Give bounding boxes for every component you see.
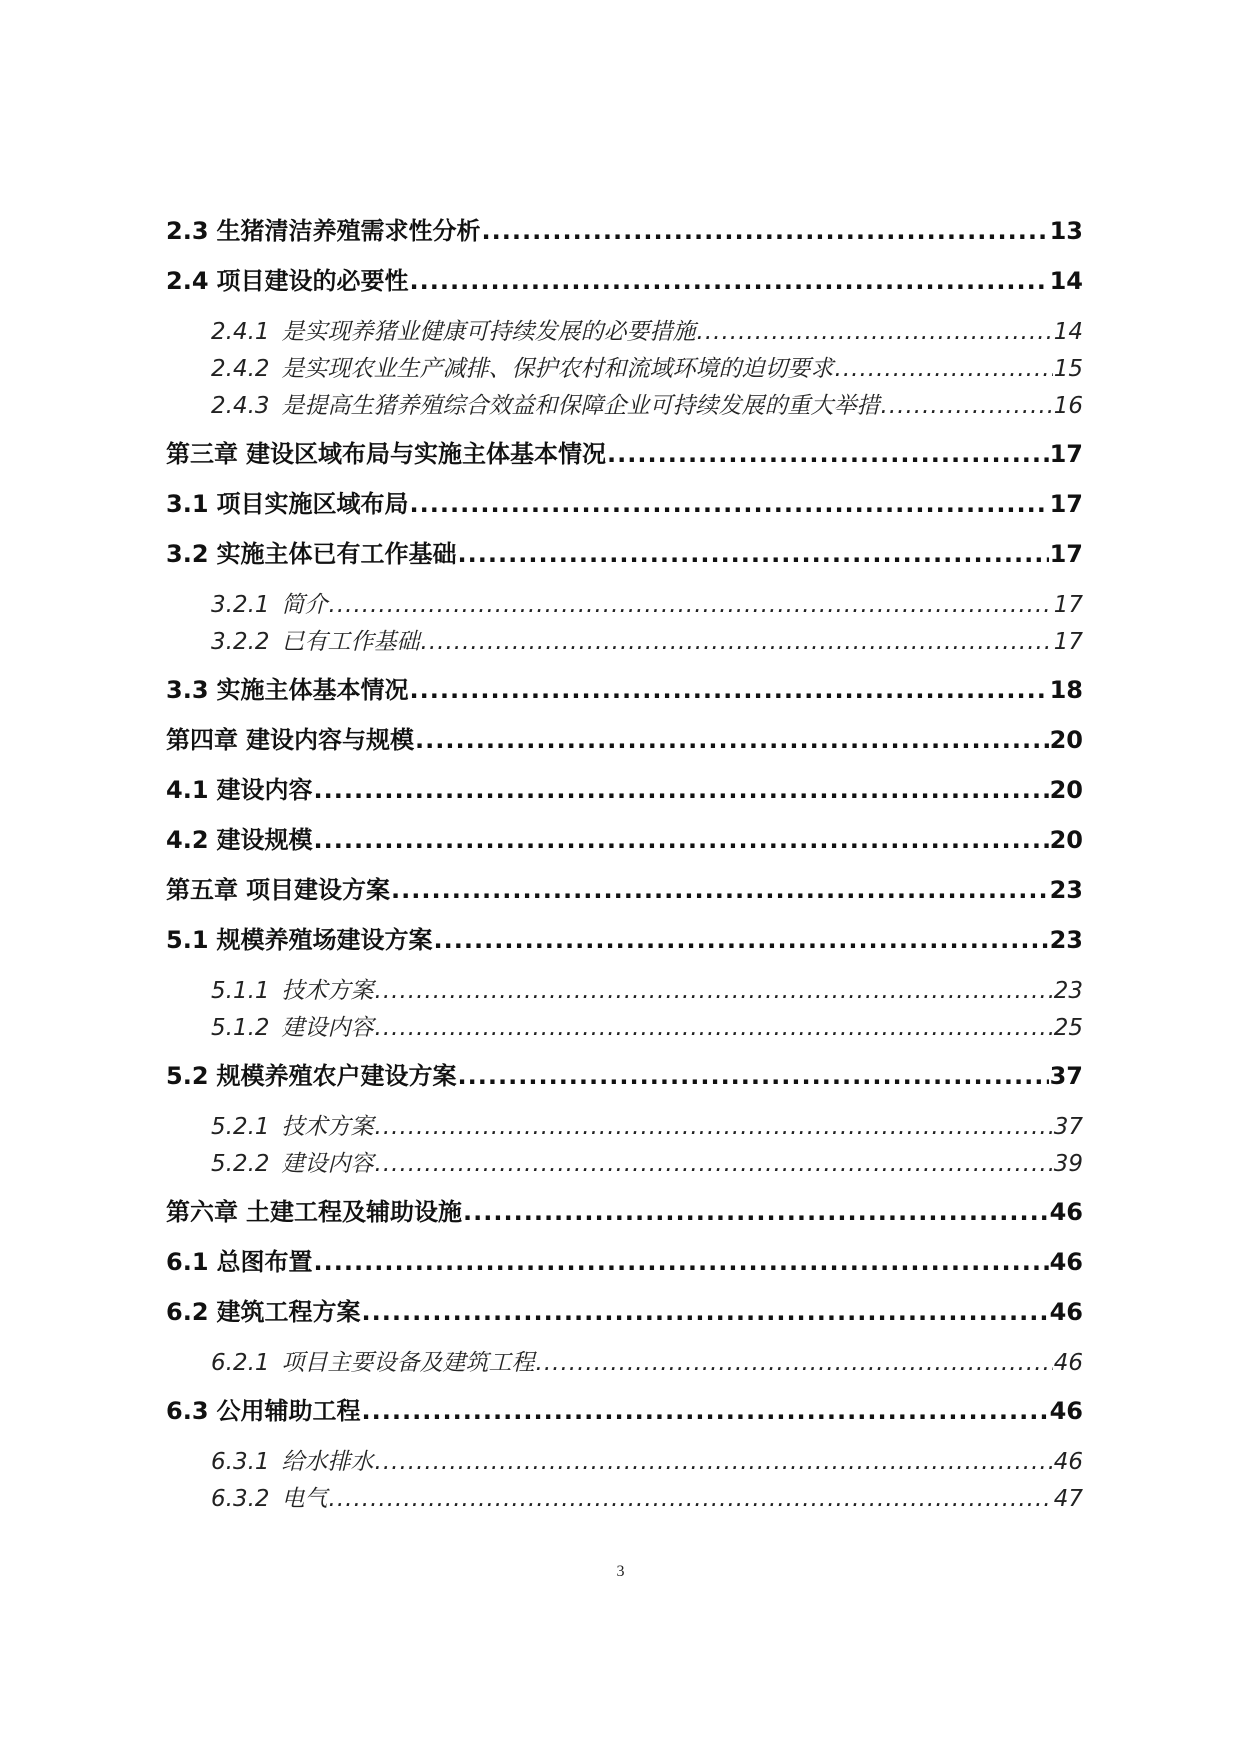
toc-entry-title xyxy=(166,439,606,470)
dot-leader xyxy=(415,725,1049,756)
toc-entry[interactable] xyxy=(166,266,1083,297)
toc-entry-page: 47 xyxy=(1053,1486,1083,1512)
toc-entry-title xyxy=(211,1111,374,1143)
toc-entry-title xyxy=(211,626,420,658)
toc-entry-number: 6.3 xyxy=(166,1397,209,1425)
toc-entry-number: 5.2 xyxy=(166,1062,209,1090)
toc-entry-page: 20 xyxy=(1049,826,1083,854)
toc-subentry[interactable] xyxy=(211,353,1083,385)
toc-entry-title xyxy=(166,775,313,806)
toc-entry-title xyxy=(166,1247,313,1278)
toc-subentry[interactable] xyxy=(211,975,1083,1007)
toc-entry[interactable] xyxy=(166,725,1083,756)
toc-entry-number: 第四章 xyxy=(166,726,238,754)
toc-entry-page: 37 xyxy=(1053,1114,1083,1140)
toc-entry-title xyxy=(166,1061,457,1092)
toc-entry-text: 公用辅助工程 xyxy=(216,1397,361,1425)
toc-entry[interactable] xyxy=(166,875,1083,906)
dot-leader xyxy=(410,266,1049,297)
toc-subentry[interactable] xyxy=(211,1111,1083,1143)
toc-entry-text: 已有工作基础 xyxy=(281,629,420,655)
dot-leader xyxy=(536,1347,1053,1379)
toc-entry-number: 3.2 xyxy=(166,540,209,568)
toc-entry-text: 规模养殖场建设方案 xyxy=(216,926,433,954)
toc-entry-number: 2.4.1 xyxy=(211,319,270,345)
toc-entry-title xyxy=(166,1197,462,1228)
dot-leader xyxy=(314,825,1049,856)
toc-entry-number: 6.3.1 xyxy=(211,1449,270,1475)
dot-leader xyxy=(375,1446,1053,1478)
toc-entry-page: 46 xyxy=(1049,1248,1083,1276)
toc-entry-title xyxy=(166,725,414,756)
toc-subentry[interactable] xyxy=(211,1446,1083,1478)
toc-entry-text: 建设规模 xyxy=(216,826,313,854)
toc-entry-text: 是实现养猪业健康可持续发展的必要措施 xyxy=(281,319,696,345)
dot-leader xyxy=(697,316,1053,348)
toc-entry-title xyxy=(211,1483,328,1515)
toc-subentry[interactable] xyxy=(211,316,1083,348)
toc-entry-page: 17 xyxy=(1049,540,1083,568)
toc-entry-number: 5.1.2 xyxy=(211,1015,270,1041)
toc-entry-text: 给水排水 xyxy=(281,1449,374,1475)
dot-leader xyxy=(607,439,1049,470)
toc-entry-title xyxy=(211,390,880,422)
toc-entry-title xyxy=(211,316,696,348)
toc-entry-title xyxy=(211,589,328,621)
toc-entry[interactable] xyxy=(166,675,1083,706)
toc-entry-page: 17 xyxy=(1053,629,1083,655)
toc-entry-text: 建设区域布局与实施主体基本情况 xyxy=(246,440,606,468)
toc-entry-page: 46 xyxy=(1053,1449,1083,1475)
dot-leader xyxy=(329,589,1053,621)
toc-entry-text: 实施主体基本情况 xyxy=(216,676,409,704)
toc-entry-page: 46 xyxy=(1049,1397,1083,1425)
toc-entry-number: 6.2 xyxy=(166,1298,209,1326)
toc-entry-page: 17 xyxy=(1049,490,1083,518)
toc-entry-page: 46 xyxy=(1049,1198,1083,1226)
toc-subentry[interactable] xyxy=(211,589,1083,621)
toc-entry-number: 2.3 xyxy=(166,217,209,245)
toc-entry-number: 3.1 xyxy=(166,490,209,518)
toc-entry-page: 16 xyxy=(1053,393,1083,419)
toc-entry-number: 4.1 xyxy=(166,776,209,804)
toc-entry-number: 第六章 xyxy=(166,1198,238,1226)
dot-leader xyxy=(835,353,1053,385)
toc-entry-text: 建设内容 xyxy=(281,1015,374,1041)
toc-entry-page: 17 xyxy=(1049,440,1083,468)
toc-entry-title xyxy=(211,353,834,385)
toc-entry[interactable] xyxy=(166,925,1083,956)
toc-entry-number: 5.2.2 xyxy=(211,1151,270,1177)
toc-entry-title xyxy=(166,1297,361,1328)
toc-entry[interactable] xyxy=(166,1297,1083,1328)
toc-entry-page: 14 xyxy=(1053,319,1083,345)
toc-entry-number: 第三章 xyxy=(166,440,238,468)
toc-entry-number: 5.1.1 xyxy=(211,978,270,1004)
toc-entry-title xyxy=(166,216,481,247)
toc-entry-page: 25 xyxy=(1053,1015,1083,1041)
dot-leader xyxy=(329,1483,1053,1515)
toc-entry-number: 第五章 xyxy=(166,876,238,904)
toc-entry-title xyxy=(166,875,390,906)
toc-entry-text: 项目主要设备及建筑工程 xyxy=(281,1350,535,1376)
toc-entry-page: 37 xyxy=(1049,1062,1083,1090)
toc-subentry[interactable] xyxy=(211,1347,1083,1379)
toc-entry-number: 3.3 xyxy=(166,676,209,704)
dot-leader xyxy=(314,775,1049,806)
toc-entry-number: 5.1 xyxy=(166,926,209,954)
toc-subentry[interactable] xyxy=(211,626,1083,658)
toc-entry-title xyxy=(211,975,374,1007)
toc-entry-text: 生猪清洁养殖需求性分析 xyxy=(216,217,481,245)
toc-entry-page: 14 xyxy=(1049,267,1083,295)
toc-entry-page: 20 xyxy=(1049,726,1083,754)
toc-entry-page: 46 xyxy=(1053,1350,1083,1376)
toc-entry-title xyxy=(166,1396,361,1427)
toc-entry-number: 2.4.2 xyxy=(211,356,270,382)
toc-entry-text: 规模养殖农户建设方案 xyxy=(216,1062,457,1090)
toc-entry-page: 46 xyxy=(1049,1298,1083,1326)
toc-subentry[interactable] xyxy=(211,1012,1083,1044)
toc-entry-title xyxy=(166,489,409,520)
toc-entry-page: 17 xyxy=(1053,592,1083,618)
dot-leader xyxy=(421,626,1053,658)
dot-leader xyxy=(375,975,1053,1007)
dot-leader xyxy=(482,216,1049,247)
toc-entry-number: 6.3.2 xyxy=(211,1486,270,1512)
toc-entry-number: 2.4 xyxy=(166,267,209,295)
toc-entry-text: 总图布置 xyxy=(216,1248,313,1276)
toc-entry-text: 电气 xyxy=(281,1486,328,1512)
toc-entry-title xyxy=(166,925,433,956)
toc-entry-title xyxy=(166,675,409,706)
toc-entry-page: 18 xyxy=(1049,676,1083,704)
toc-entry[interactable] xyxy=(166,539,1083,570)
toc-subentry[interactable] xyxy=(211,1148,1083,1180)
toc-entry[interactable] xyxy=(166,1396,1083,1427)
dot-leader xyxy=(410,675,1049,706)
toc-subentry[interactable] xyxy=(211,1483,1083,1515)
toc-entry[interactable] xyxy=(166,489,1083,520)
toc-entry-title xyxy=(211,1446,374,1478)
dot-leader xyxy=(881,390,1053,422)
dot-leader xyxy=(314,1247,1049,1278)
toc-entry-number: 3.2.2 xyxy=(211,629,270,655)
dot-leader xyxy=(362,1396,1049,1427)
dot-leader xyxy=(434,925,1049,956)
toc-entry-text: 建设内容 xyxy=(216,776,313,804)
toc-entry[interactable] xyxy=(166,439,1083,470)
toc-entry-text: 建设内容与规模 xyxy=(246,726,414,754)
toc-entry-number: 6.1 xyxy=(166,1248,209,1276)
toc-entry[interactable] xyxy=(166,1197,1083,1228)
toc-entry-text: 是提高生猪养殖综合效益和保障企业可持续发展的重大举措 xyxy=(281,393,880,419)
toc-entry-text: 项目建设的必要性 xyxy=(216,267,409,295)
toc-entry[interactable] xyxy=(166,1247,1083,1278)
toc-entry-title xyxy=(166,266,409,297)
toc-entry-text: 简介 xyxy=(281,592,328,618)
toc-entry-number: 2.4.3 xyxy=(211,393,270,419)
toc-entry[interactable] xyxy=(166,775,1083,806)
toc-entry-page: 20 xyxy=(1049,776,1083,804)
toc-entry-text: 是实现农业生产减排、保护农村和流域环境的迫切要求 xyxy=(281,356,834,382)
toc-entry[interactable] xyxy=(166,825,1083,856)
toc-subentry[interactable] xyxy=(211,390,1083,422)
table-of-contents xyxy=(166,216,1083,1532)
toc-entry[interactable] xyxy=(166,1061,1083,1092)
dot-leader xyxy=(458,1061,1049,1092)
toc-entry-number: 6.2.1 xyxy=(211,1350,270,1376)
toc-entry-title xyxy=(166,825,313,856)
toc-entry-text: 项目建设方案 xyxy=(246,876,390,904)
toc-entry-page: 23 xyxy=(1049,876,1083,904)
toc-entry-number: 3.2.1 xyxy=(211,592,270,618)
toc-entry-number: 4.2 xyxy=(166,826,209,854)
dot-leader xyxy=(410,489,1049,520)
toc-entry-title xyxy=(211,1347,535,1379)
dot-leader xyxy=(463,1197,1049,1228)
toc-entry-page: 15 xyxy=(1053,356,1083,382)
toc-entry-page: 23 xyxy=(1053,978,1083,1004)
toc-entry-page: 23 xyxy=(1049,926,1083,954)
dot-leader xyxy=(458,539,1049,570)
toc-entry-title xyxy=(211,1148,374,1180)
toc-entry-text: 实施主体已有工作基础 xyxy=(216,540,457,568)
toc-entry-text: 建设内容 xyxy=(281,1151,374,1177)
dot-leader xyxy=(391,875,1049,906)
toc-entry-text: 土建工程及辅助设施 xyxy=(246,1198,462,1226)
dot-leader xyxy=(375,1111,1053,1143)
toc-entry-number: 5.2.1 xyxy=(211,1114,270,1140)
dot-leader xyxy=(375,1148,1053,1180)
toc-entry-title xyxy=(166,539,457,570)
dot-leader xyxy=(375,1012,1053,1044)
toc-entry[interactable] xyxy=(166,216,1083,247)
toc-entry-page: 13 xyxy=(1049,217,1083,245)
toc-entry-text: 项目实施区域布局 xyxy=(216,490,409,518)
toc-entry-text: 建筑工程方案 xyxy=(216,1298,361,1326)
toc-entry-text: 技术方案 xyxy=(281,1114,374,1140)
page-number: 3 xyxy=(616,1563,625,1580)
toc-entry-text: 技术方案 xyxy=(281,978,374,1004)
dot-leader xyxy=(362,1297,1049,1328)
toc-entry-page: 39 xyxy=(1053,1151,1083,1177)
toc-entry-title xyxy=(211,1012,374,1044)
